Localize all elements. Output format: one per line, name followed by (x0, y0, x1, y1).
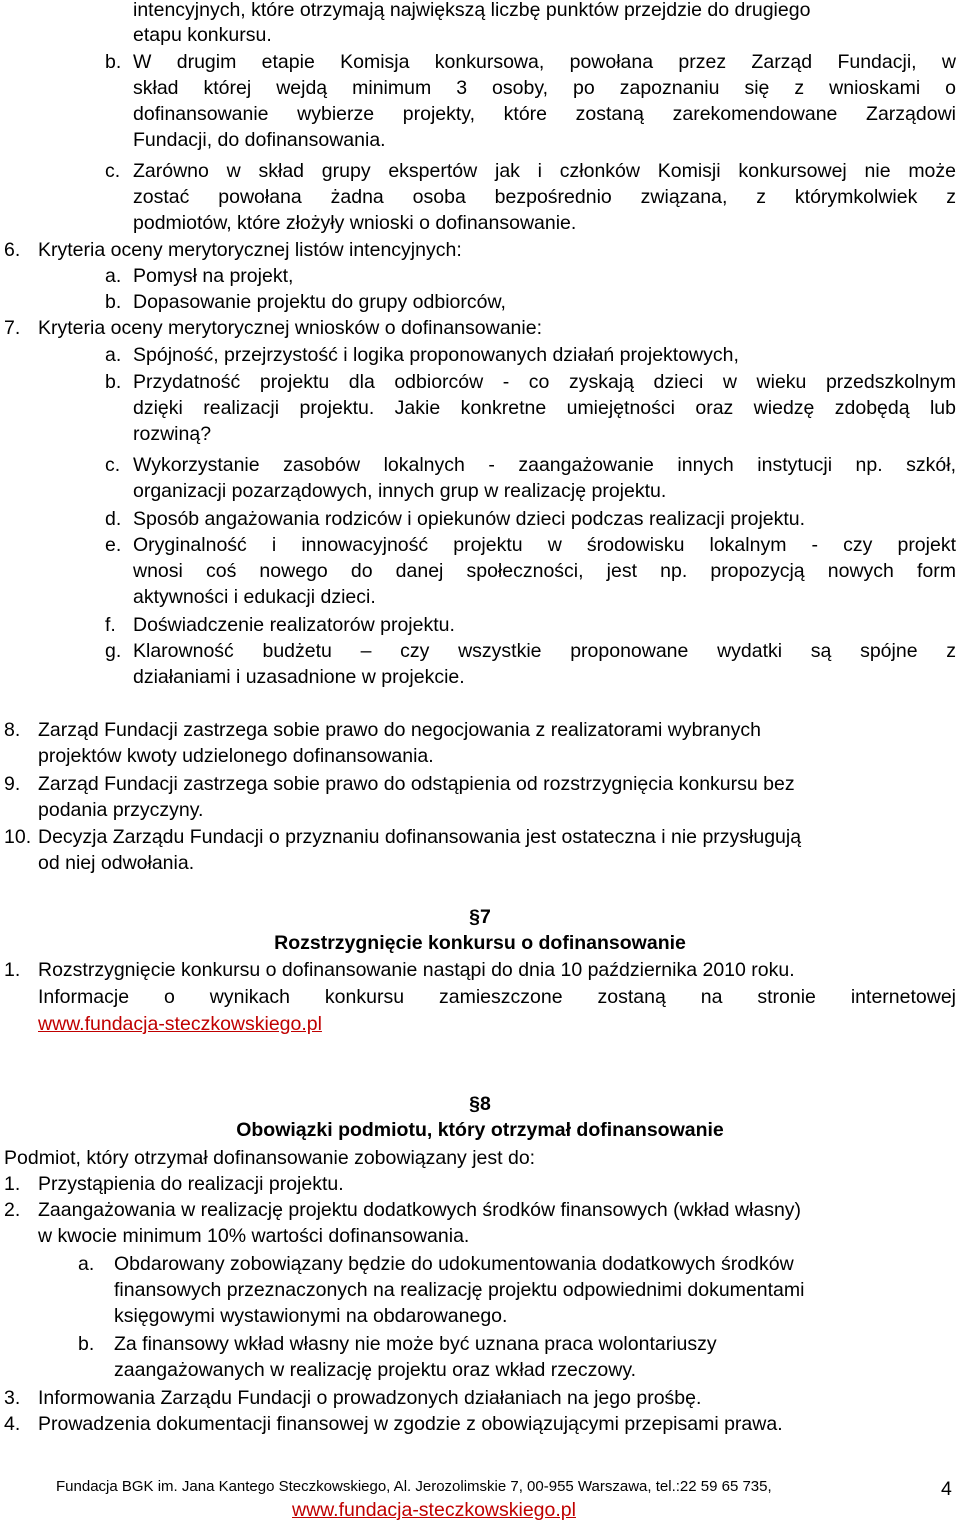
list-item-line: Zarówno w skład grupy ekspertów jak i członków Komisji konkursowej nie może (133, 160, 956, 182)
list-item-line: Sposób angażowania rodziców i opiekunów dzieci podczas realizacji projektu. (133, 508, 806, 530)
section-number: 7. (4, 317, 21, 339)
list-item-line: Klarowność budżetu – czy wszystkie proponowane wydatki są spójne z (133, 640, 956, 662)
section-number: 9. (4, 773, 21, 795)
list-item-line: zaangażowanych w realizację projektu oraz wkład rzeczowy. (114, 1359, 637, 1381)
section-number: 8. (4, 719, 21, 741)
section-heading: Rozstrzygnięcie konkursu o dofinansowanie (274, 932, 686, 954)
paragraph-line: Podmiot, który otrzymał dofinansowanie zobowiązany jest do: (4, 1147, 536, 1169)
section-number: 10. (4, 826, 32, 848)
list-marker: b. (105, 291, 122, 313)
section-number: 3. (4, 1387, 21, 1409)
paragraph-line: od niej odwołania. (38, 852, 195, 874)
list-item-line: zostać powołana żadna osoba bezpośrednio związana, z którymkolwiek z (133, 186, 956, 208)
list-marker: g. (105, 640, 122, 662)
list-marker: b. (105, 371, 122, 393)
list-item-line: Przydatność projektu dla odbiorców - co zyskają dzieci w wieku przedszkolnym (133, 371, 956, 393)
list-item-line: podmiotów, które złożyły wnioski o dofinansowanie. (133, 212, 577, 234)
list-item-line: Dopasowanie projektu do grupy odbiorców, (133, 291, 506, 313)
list-marker: a. (78, 1253, 95, 1275)
list-item-line: Oryginalność i innowacyjność projektu w środowisku lokalnym - czy projekt (133, 534, 956, 556)
list-item-line: Przystąpienia do realizacji projektu. (38, 1173, 344, 1195)
paragraph-line: etapu konkursu. (133, 24, 272, 46)
list-item-line: Wykorzystanie zasobów lokalnych - zaangażowanie innych instytucji np. szkół, (133, 454, 956, 476)
list-item-line: Prowadzenia dokumentacji finansowej w zgodzie z obowiązującymi przepisami prawa. (38, 1413, 783, 1435)
list-marker: f. (105, 614, 116, 636)
section-symbol: §8 (469, 1093, 491, 1115)
list-item-line: wnosi coś nowego do danej społeczności, jest np. propozycją nowych form (133, 560, 956, 582)
list-item-line: Fundacji, do dofinansowania. (133, 129, 386, 151)
list-item-line: dzięki realizacji projektu. Jakie konkretne umiejętności oraz wiedzę zdobędą lub (133, 397, 956, 419)
list-item-line: W drugim etapie Komisja konkursowa, powołana przez Zarząd Fundacji, w (133, 51, 956, 73)
list-item-line: Doświadczenie realizatorów projektu. (133, 614, 455, 636)
paragraph-line: projektów kwoty udzielonego dofinansowania. (38, 745, 434, 767)
section-number: 6. (4, 239, 21, 261)
section-symbol: §7 (469, 906, 491, 928)
list-item-line: Obdarowany zobowiązany będzie do udokumentowania dodatkowych środków (114, 1253, 794, 1275)
list-item-line: Za finansowy wkład własny nie może być uznana praca wolontariuszy (114, 1333, 717, 1355)
paragraph-line: intencyjnych, które otrzymają największą liczbę punktów przejdzie do drugiego (133, 0, 811, 21)
section-number: 1. (4, 1173, 21, 1195)
list-item-line: działaniami i uzasadnione w projekcie. (133, 666, 465, 688)
list-item-line: w kwocie minimum 10% wartości dofinansowania. (38, 1225, 470, 1247)
page-number: 4 (941, 1478, 952, 1500)
section-number: 4. (4, 1413, 21, 1435)
list-item-line: finansowych przeznaczonych na realizację projektu odpowiednimi dokumentami (114, 1279, 805, 1301)
list-item-line: Pomysł na projekt, (133, 265, 294, 287)
list-marker: c. (105, 454, 121, 476)
footer-address: Fundacja BGK im. Jana Kantego Steczkowskiego, Al. Jerozolimskie 7, 00-955 Warszawa, tel.:22 59 65 735, (56, 1478, 772, 1495)
list-marker: d. (105, 508, 122, 530)
paragraph-line: Zarząd Fundacji zastrzega sobie prawo do negocjowania z realizatorami wybranych (38, 719, 761, 741)
list-item-line: księgowymi wystawionymi na obdarowanego. (114, 1305, 508, 1327)
list-marker: c. (105, 160, 121, 182)
paragraph-line: podania przyczyny. (38, 799, 204, 821)
list-item-line: skład której wejdą minimum 3 osoby, po zapoznaniu się z wnioskami o (133, 77, 956, 99)
list-marker: b. (105, 51, 122, 73)
list-item-line: aktywności i edukacji dzieci. (133, 586, 376, 608)
footer-website-link[interactable]: www.fundacja-steczkowskiego.pl (292, 1499, 576, 1521)
section-title: Kryteria oceny merytorycznej listów intencyjnych: (38, 239, 462, 261)
list-item-line: Spójność, przejrzystość i logika proponowanych działań projektowych, (133, 344, 739, 366)
section-number: 2. (4, 1199, 21, 1221)
list-marker: b. (78, 1333, 95, 1355)
list-marker: a. (105, 344, 122, 366)
paragraph-line: Decyzja Zarządu Fundacji o przyznaniu dofinansowania jest ostateczna i nie przysługują (38, 826, 802, 848)
section-title: Kryteria oceny merytorycznej wniosków o dofinansowanie: (38, 317, 542, 339)
paragraph-line: Informacje o wynikach konkursu zamieszczone zostaną na stronie internetowej (38, 986, 956, 1008)
list-marker: e. (105, 534, 122, 556)
paragraph-line: Rozstrzygnięcie konkursu o dofinansowanie nastąpi do dnia 10 października 2010 roku. (38, 959, 795, 981)
list-marker: a. (105, 265, 122, 287)
section-heading: Obowiązki podmiotu, który otrzymał dofinansowanie (236, 1119, 724, 1141)
list-item-line: organizacji pozarządowych, innych grup w realizację projektu. (133, 480, 667, 502)
list-item-line: rozwiną? (133, 423, 212, 445)
list-item-line: Zaangażowania w realizację projektu dodatkowych środków finansowych (wkład własny) (38, 1199, 802, 1221)
list-item-line: dofinansowanie wybierze projekty, które zostaną zarekomendowane Zarządowi (133, 103, 956, 125)
paragraph-line: Zarząd Fundacji zastrzega sobie prawo do odstąpienia od rozstrzygnięcia konkursu bez (38, 773, 795, 795)
list-item-line: Informowania Zarządu Fundacji o prowadzonych działaniach na jego prośbę. (38, 1387, 702, 1409)
website-link[interactable]: www.fundacja-steczkowskiego.pl (38, 1013, 322, 1035)
section-number: 1. (4, 959, 21, 981)
